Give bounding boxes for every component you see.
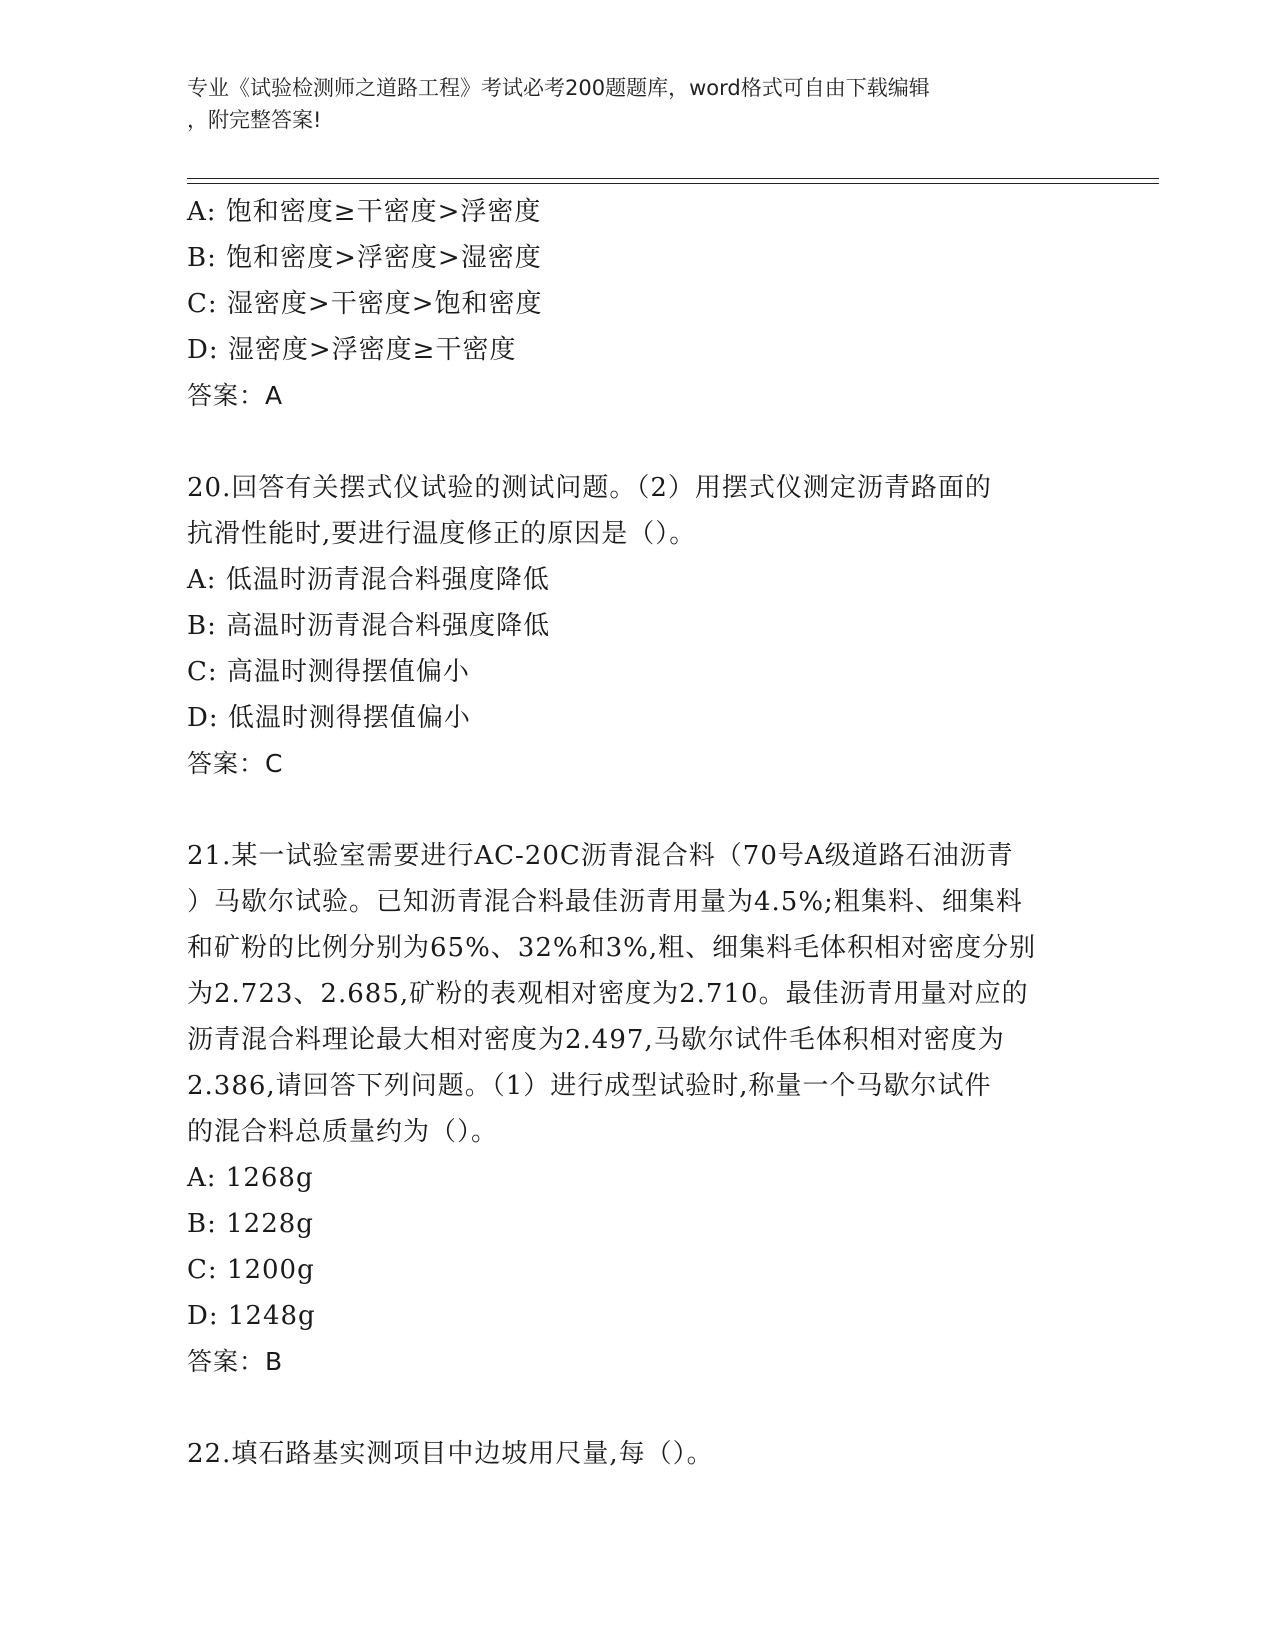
spacer xyxy=(187,419,1087,465)
option-b: B: 1228g xyxy=(187,1209,314,1239)
option-b: B: 饱和密度>浮密度>湿密度 xyxy=(187,243,542,273)
question-text-line: ）马歇尔试验。已知沥青混合料最佳沥青用量为4.5%;粗集料、细集料 xyxy=(187,887,1023,917)
answer-label: 答案：B xyxy=(187,1347,284,1376)
question-text-line: 沥青混合料理论最大相对密度为2.497,马歇尔试件毛体积相对密度为 xyxy=(187,1025,1005,1055)
question-text-line: 21.某一试验室需要进行AC-20C沥青混合料（70号A级道路石油沥青 xyxy=(187,841,1014,871)
answer-label: 答案：A xyxy=(187,381,284,410)
question-content xyxy=(187,189,1087,1477)
question-20 xyxy=(187,465,1087,787)
option-a: A: 1268g xyxy=(187,1163,314,1193)
spacer xyxy=(187,787,1087,833)
option-d: D: 湿密度>浮密度≥干密度 xyxy=(187,335,517,365)
question-text-line: 20.回答有关摆式仪试验的测试问题。（2）用摆式仪测定沥青路面的 xyxy=(187,473,992,503)
header-divider-bottom xyxy=(187,183,1159,184)
question-19 xyxy=(187,189,1087,419)
spacer xyxy=(187,1385,1087,1431)
question-text-line: 为2.723、2.685,矿粉的表观相对密度为2.710。最佳沥青用量对应的 xyxy=(187,979,1029,1009)
question-text-line: 22.填石路基实测项目中边坡用尺量,每（）。 xyxy=(187,1439,714,1469)
document-header xyxy=(187,72,1087,136)
question-text-line: 抗滑性能时,要进行温度修正的原因是（）。 xyxy=(187,519,697,549)
header-title-line-2: ，附完整答案! xyxy=(187,108,322,132)
option-c: C: 高温时测得摆值偏小 xyxy=(187,657,470,687)
option-a: A: 饱和密度≥干密度>浮密度 xyxy=(187,197,542,227)
option-d: D: 1248g xyxy=(187,1301,316,1331)
option-d: D: 低温时测得摆值偏小 xyxy=(187,703,471,733)
header-title-line-1: 专业《试验检测师之道路工程》考试必考200题题库，word格式可自由下载编辑 xyxy=(187,76,930,100)
question-22 xyxy=(187,1431,1087,1477)
question-text-line: 和矿粉的比例分别为65%、32%和3%,粗、细集料毛体积相对密度分别 xyxy=(187,933,1037,963)
header-divider-top xyxy=(187,178,1159,179)
question-text-line: 的混合料总质量约为（）。 xyxy=(187,1117,499,1147)
option-b: B: 高温时沥青混合料强度降低 xyxy=(187,611,551,641)
option-c: C: 1200g xyxy=(187,1255,315,1285)
answer-label: 答案：C xyxy=(187,749,284,778)
option-c: C: 湿密度>干密度>饱和密度 xyxy=(187,289,543,319)
question-text-line: 2.386,请回答下列问题。（1）进行成型试验时,称量一个马歇尔试件 xyxy=(187,1071,992,1101)
option-a: A: 低温时沥青混合料强度降低 xyxy=(187,565,550,595)
question-21 xyxy=(187,833,1087,1385)
